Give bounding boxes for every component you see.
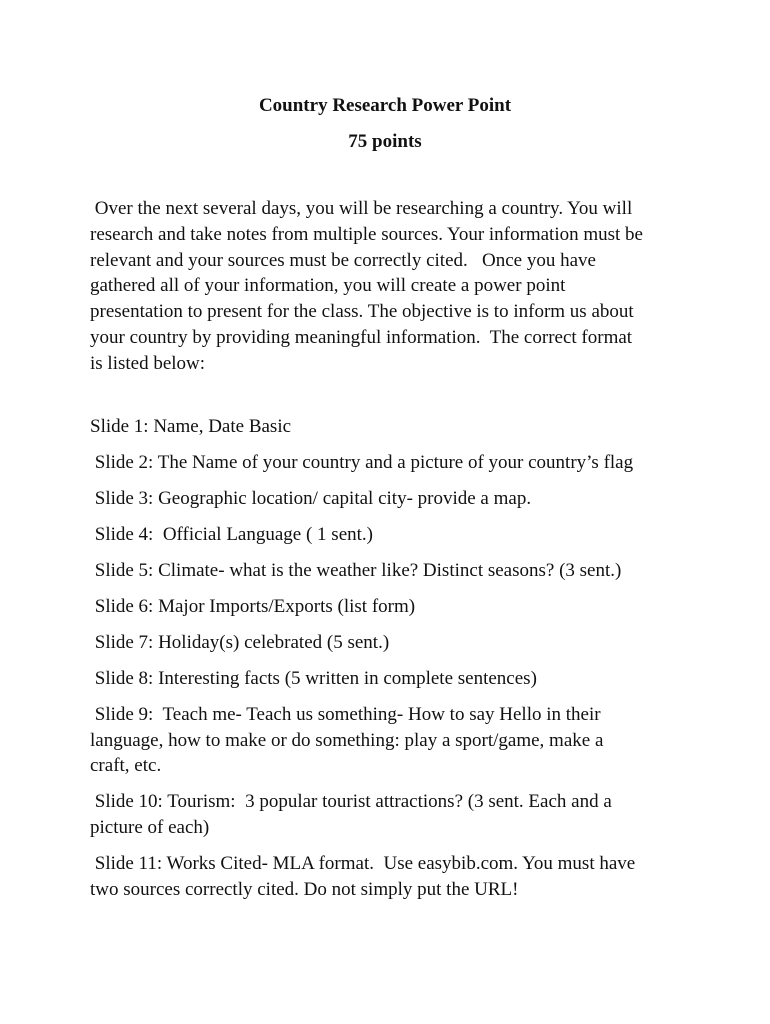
slide-item-6: Slide 6: Major Imports/Exports (list form) [90, 595, 416, 617]
points-label: 75 points [348, 131, 422, 152]
slide-item-4: Slide 4: Official Language ( 1 sent.) [90, 523, 373, 545]
slide-list [90, 414, 690, 913]
document-title: Country Research Power Point [258, 95, 512, 116]
slide-item-2: Slide 2: The Name of your country and a picture of your country’s flag [90, 451, 634, 473]
slide-item-7: Slide 7: Holiday(s) celebrated (5 sent.) [90, 631, 390, 653]
slide-item-10: Slide 10: Tourism: 3 popular tourist attractions? (3 sent. Each and a picture of each) [90, 791, 612, 839]
slide-item-11: Slide 11: Works Cited- MLA format. Use easybib.com. You must have two sources correctly cited. Do not simply put the URL! [90, 853, 636, 901]
slide-item-8: Slide 8: Interesting facts (5 written in complete sentences) [90, 667, 537, 689]
slide-item-3: Slide 3: Geographic location/ capital city- provide a map. [90, 487, 532, 509]
slide-item-5: Slide 5: Climate- what is the weather like? Distinct seasons? (3 sent.) [90, 559, 622, 581]
slide-item-9: Slide 9: Teach me- Teach us something- How to say Hello in their language, how to make or do something: play a sport/game, make a craft, etc. [90, 703, 604, 777]
intro-paragraph: Over the next several days, you will be researching a country. You will research and take notes from multiple sources. Your information must be relevant and your sources must be correctly cited. Once you have gathered all of your information, you will create a power point presentation to present for the class. The objective is to inform us about your country by providing meaningful information. The correct format is listed below: [90, 198, 643, 374]
slide-item-1: Slide 1: Name, Date Basic [90, 416, 292, 437]
